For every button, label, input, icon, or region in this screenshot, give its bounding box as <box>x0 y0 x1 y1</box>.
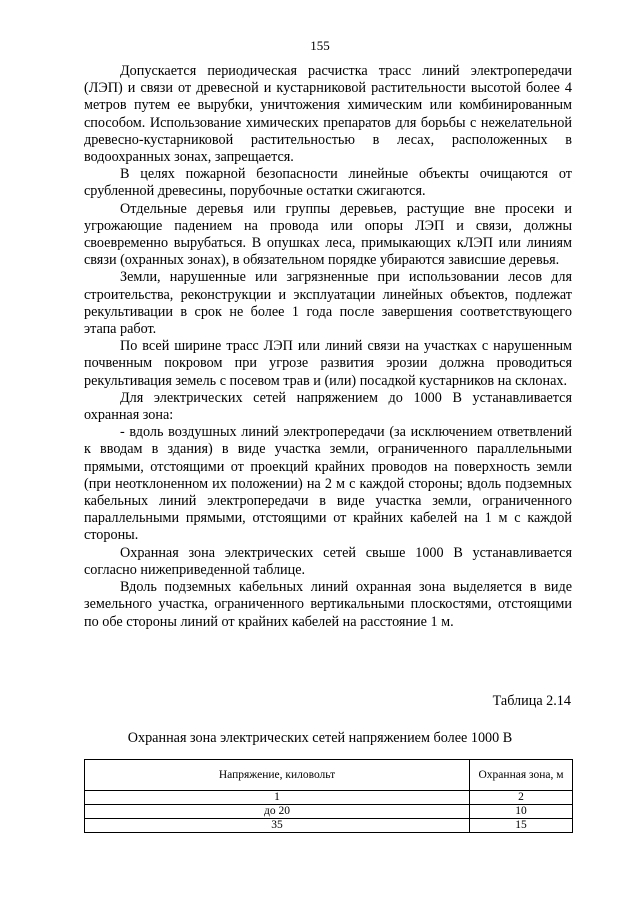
paragraph: Отдельные деревья или группы деревьев, растущие вне просеки и угрожающие падением на провода или опоры ЛЭП и связи, должны своевременно вырубаться. В опушках леса, примыкающих кЛЭП или линиям связи (охранных зонах), в обязательном порядке убираются зависшие деревья. <box>84 200 572 269</box>
table-row <box>85 819 573 833</box>
table-cell: 15 <box>470 819 573 833</box>
table-cell: 2 <box>470 791 573 805</box>
paragraph: Допускается периодическая расчистка трасс линий электропередачи (ЛЭП) и связи от древесной и кустарниковой растительности высотой более 4 метров путем ее вырубки, уничтожения химическим или комбинированным способом. Использование химических препаратов для борьбы с нежелательной древесно-кустарниковой растительностью в лесах, расположенных в водоохранных зонах, запрещается. <box>84 63 572 166</box>
paragraph: Для электрических сетей напряжением до 1000 В устанавливается охранная зона: <box>84 389 572 424</box>
paragraph: Охранная зона электрических сетей свыше 1000 В устанавливается согласно нижеприведенной таблице. <box>84 544 572 578</box>
table-header-row <box>85 760 573 791</box>
page-number: 155 <box>310 38 330 53</box>
protection-zone-table <box>84 759 573 833</box>
table-row <box>85 791 573 805</box>
table-cell: 35 <box>85 819 470 833</box>
table-cell: до 20 <box>85 805 470 819</box>
table-title: Охранная зона электрических сетей напряжением более 1000 В <box>127 730 513 746</box>
paragraph: По всей ширине трасс ЛЭП или линий связи на участках с нарушенным почвенным покровом при угрозе развития эрозии должна проводиться рекультивация земель с посевом трав и (или) посадкой кустарников на склонах. <box>84 338 572 389</box>
paragraph: Вдоль подземных кабельных линий охранная зона выделяется в виде земельного участка, ограниченного вертикальными плоскостями, отстоящими по обе стороны линий от крайних кабелей на расстояние 1 м. <box>84 579 572 630</box>
paragraph: В целях пожарной безопасности линейные объекты очищаются от срубленной древесины, порубочные остатки сжигаются. <box>84 166 572 200</box>
table-row <box>85 805 573 819</box>
paragraph: Земли, нарушенные или загрязненные при использовании лесов для строительства, реконструкции и эксплуатации линейных объектов, подлежат рекультивации в срок не более 1 года после завершения соответствующего этапа работ. <box>84 269 572 338</box>
paragraph: - вдоль воздушных линий электропередачи (за исключением ответвлений к вводам в здания) в виде участка земли, ограниченного параллельными прямыми, отстоящими от проекций крайних проводов на поверхность земли (при неотклоненном их положении) на 2 м с каждой стороны; вдоль подземных кабельных линий электропередачи в виде участка земли, ограниченного параллельными прямыми, отстоящими от крайних кабелей на 1 м с каждой стороны. <box>84 424 572 544</box>
table-cell: 1 <box>85 791 470 805</box>
header-voltage: Напряжение, киловольт <box>85 760 470 791</box>
header-zone: Охранная зона, м <box>470 760 573 791</box>
table-label: Таблица 2.14 <box>492 693 571 709</box>
body-text <box>84 63 572 631</box>
table-cell: 10 <box>470 805 573 819</box>
